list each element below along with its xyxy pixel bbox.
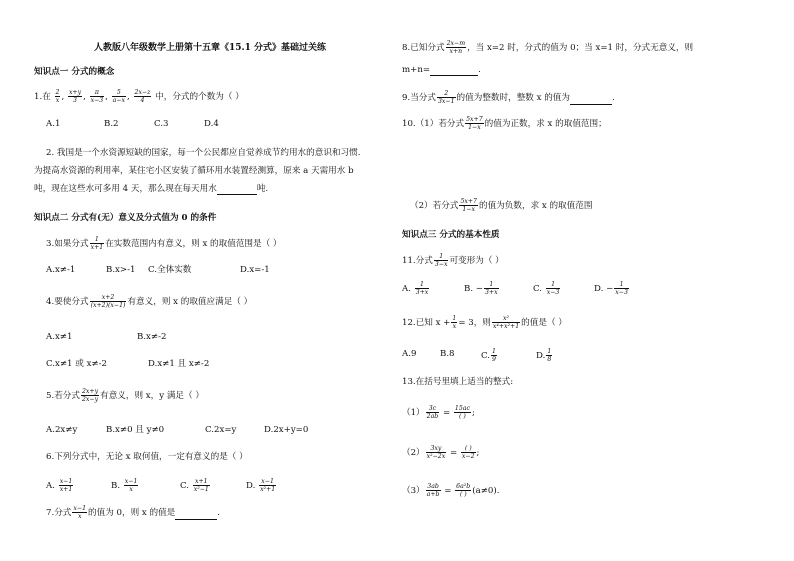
question-9: 9.当分式 $\frac{2}{3x-1}$ 的值为整数时，整数 x 的值为 . bbox=[402, 90, 615, 105]
q1-frac-1: $\frac{2}{x}$ bbox=[55, 89, 60, 104]
q4-option-c: C.x≠1 或 x≠-2 bbox=[46, 359, 107, 369]
q3-frac: $\frac{1}{x+1}$ bbox=[90, 236, 104, 251]
q4-option-a: A.x≠1 bbox=[46, 332, 73, 342]
q12-option-c: C. $\frac{1}{9}$ bbox=[481, 348, 496, 363]
q5-option-a: A.2x≠y bbox=[46, 425, 78, 435]
q1-option-a: A.1 bbox=[46, 119, 61, 129]
q1-prefix: 1.在 bbox=[34, 92, 51, 102]
page-title: 人教版八年级数学上册第十五章《15.1 分式》基础过关练 bbox=[94, 43, 327, 53]
q4-frac: $\frac{x+2}{(x+2)(x-1)}$ bbox=[90, 294, 126, 309]
q2-line-3: 吨，现在这些水可多用 4 天，那么现在每天用水 吨. bbox=[34, 184, 269, 194]
q13-part-1: （1） $\frac{3c}{2ab}$ = $\frac{15ac}{( )}$ ; bbox=[402, 405, 475, 420]
q3-option-c: C.全体实数 bbox=[148, 265, 192, 275]
question-4: 4.要使分式 $\frac{x+2}{(x+2)(x-1)}$ 有意义，则 x 的取值应满足（ ） bbox=[46, 294, 253, 309]
q2-answer-blank[interactable] bbox=[217, 185, 257, 195]
q7-frac: $\frac{x-1}{x}$ bbox=[73, 505, 87, 520]
q3-option-b: B.x>-1 bbox=[106, 265, 136, 275]
q5-option-b: B.x≠0 且 y≠0 bbox=[106, 425, 165, 435]
question-1: 1.在 $\frac{2}{x}$ , $\frac{x+y}{3}$ , $\frac{\pi}{x-3}$ , $\frac{5}{a-x}$ , $\frac{2x-z}{4}$ 中，分式的个数为（ ） bbox=[34, 89, 244, 104]
q2-line-2: 为提高水资源的利用率，某住宅小区安装了循环用水装置经测算，原来 a 天需用水 b bbox=[34, 166, 354, 176]
q11-option-d: D. − $\frac{1}{x-3}$ bbox=[594, 281, 628, 296]
q3-option-a: A.x≠-1 bbox=[46, 265, 76, 275]
q1-frac-3: $\frac{\pi}{x-3}$ bbox=[90, 89, 104, 104]
q1-frac-4: $\frac{5}{a-x}$ bbox=[112, 89, 126, 104]
q12-option-d: D. $\frac{1}{8}$ bbox=[536, 348, 552, 363]
q6-option-b: B. $\frac{x-1}{x}$ bbox=[111, 478, 138, 493]
question-10-part-1: 10.（1）若分式 $\frac{5x+7}{1-x}$ 的值为正数，求 x 的取值范围； bbox=[402, 116, 607, 131]
q1-option-b: B.2 bbox=[104, 119, 119, 129]
question-8: 8.已知分式 $\frac{2x-m}{x+n}$ ，当 x=2 时，分式的值为 0；当 x=1 时，分式无意义，则 bbox=[402, 40, 694, 55]
q1-option-d: D.4 bbox=[204, 119, 219, 129]
q9-frac: $\frac{2}{3x-1}$ bbox=[437, 90, 455, 105]
q12-frac-2: $\frac{\text{x²}}{\text{x⁴+x²+1}}$ bbox=[492, 315, 520, 330]
q8-line-2: m+n= . bbox=[402, 65, 481, 75]
q12-option-b: B.8 bbox=[440, 349, 455, 359]
question-6: 6.下列分式中，无论 x 取何值，一定有意义的是（ ） bbox=[46, 452, 248, 462]
question-13: 13.在括号里填上适当的整式: bbox=[402, 377, 514, 387]
q7-answer-blank[interactable] bbox=[175, 510, 217, 520]
q1-frac-2: $\frac{x+y}{3}$ bbox=[68, 89, 82, 104]
q4-option-d: D.x≠1 且 x≠-2 bbox=[148, 359, 210, 369]
q5-option-c: C.2x=y bbox=[205, 425, 237, 435]
question-7: 7.分式 $\frac{x-1}{x}$ 的值为 0，则 x 的值是 . bbox=[46, 505, 221, 520]
section-heading-1: 知识点一 分式的概念 bbox=[34, 67, 115, 77]
q10-frac-1: $\frac{5x+7}{1-x}$ bbox=[466, 116, 483, 131]
question-10-part-2: （2）若分式 $\frac{5x+7}{1-x}$ 的值为负数，求 x 的取值范围 bbox=[410, 198, 593, 213]
q10-frac-2: $\frac{5x+7}{1-x}$ bbox=[460, 198, 477, 213]
q5-option-d: D.2x+y=0 bbox=[264, 425, 309, 435]
q8-frac: $\frac{2x-m}{x+n}$ bbox=[446, 40, 466, 55]
q1-suffix: 中，分式的个数为（ ） bbox=[155, 92, 244, 102]
question-5: 5.若分式 $\frac{2x+y}{2x-y}$ 有意义，则 x，y 满足（ ） bbox=[46, 388, 204, 403]
q5-frac: $\frac{2x+y}{2x-y}$ bbox=[81, 388, 99, 403]
q6-option-d: D. $\frac{x-1}{\text{x²+1}}$ bbox=[246, 478, 276, 493]
section-heading-3: 知识点三 分式的基本性质 bbox=[402, 230, 500, 240]
question-12: 12.已知 x + $\frac{1}{x}$ = 3，则 $\frac{\text{x²}}{\text{x⁴+x²+1}}$ 的值是（ ） bbox=[402, 315, 567, 330]
q3-option-d: D.x=-1 bbox=[240, 265, 270, 275]
q13-part-2: （2） $\frac{3xy}{\text{x²−2x}}$ = $\frac{( )}{x-2}$ ; bbox=[402, 445, 480, 460]
q12-frac-1: $\frac{1}{x}$ bbox=[452, 315, 457, 330]
question-11: 11.分式 $\frac{1}{3-x}$ 可变形为（ ） bbox=[402, 253, 504, 268]
q8-answer-blank[interactable] bbox=[430, 66, 478, 76]
q12-option-a: A.9 bbox=[402, 349, 417, 359]
q1-frac-5: $\frac{2x-z}{4}$ bbox=[134, 89, 151, 104]
section-heading-2: 知识点二 分式有(无）意义及分式值为 0 的条件 bbox=[34, 213, 217, 223]
q11-option-c: C. $\frac{1}{x-3}$ bbox=[533, 281, 560, 296]
q6-option-a: A. $\frac{x-1}{x+1}$ bbox=[46, 478, 73, 493]
q2-line-1: 2. 我国是一个水资源短缺的国家，每一个公民都应自觉养成节约用水的意识和习惯. bbox=[46, 148, 361, 158]
q13-part-3: （3） $\frac{3ab}{a+b}$ = $\frac{\text{6a²b}}{( )}$ (a≠0). bbox=[402, 483, 500, 498]
q4-option-b: B.x≠-2 bbox=[137, 332, 167, 342]
q11-option-b: B. − $\frac{1}{3+x}$ bbox=[464, 281, 498, 296]
q11-option-a: A. $\frac{1}{3+x}$ bbox=[402, 281, 429, 296]
q9-answer-blank[interactable] bbox=[570, 95, 612, 105]
q1-option-c: C.3 bbox=[154, 119, 169, 129]
question-3: 3.如果分式 $\frac{1}{x+1}$ 在实数范围内有意义，则 x 的取值范围是（ ） bbox=[46, 236, 282, 251]
q6-option-c: C. $\frac{x+1}{\text{x²−1}}$ bbox=[180, 478, 209, 493]
q11-frac: $\frac{1}{3-x}$ bbox=[434, 253, 448, 268]
